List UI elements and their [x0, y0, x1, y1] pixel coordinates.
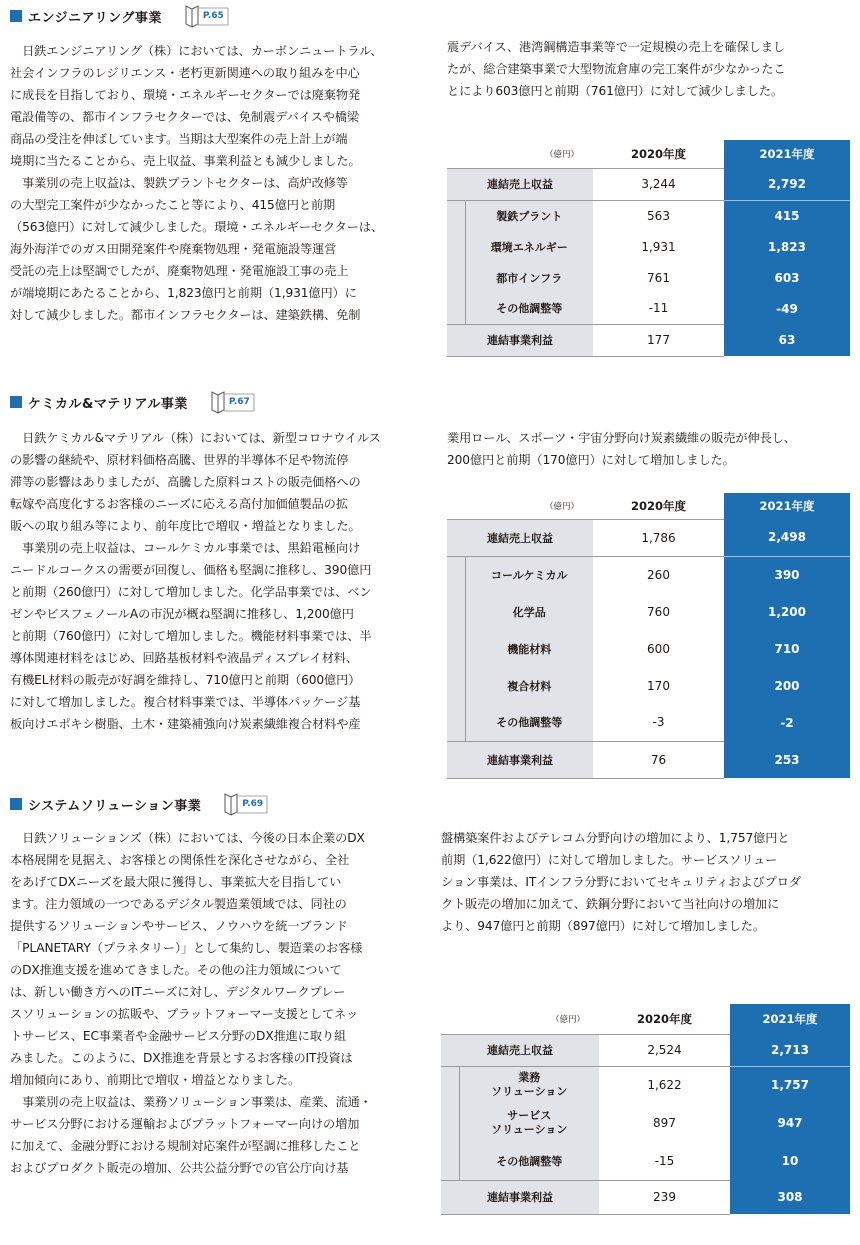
value-prev: 260 [647, 567, 670, 582]
body-text-left [10, 40, 383, 326]
text-line: スソリューションの拡販や、プラットフォーマー支援としてネッ [10, 1007, 359, 1021]
col-header-cur: 2021年度 [730, 1004, 850, 1034]
text-line: 社会インフラのレジリエンス・老朽更新関連への取り組みを中心 [10, 66, 360, 80]
text-line: 事業別の売上収益は、業務ソリューション事業は、産業、流通・ [10, 1095, 372, 1109]
value-cur: 947 [730, 1104, 850, 1142]
value-prev: -3 [652, 715, 665, 730]
text-line: 200億円と前期（170億円）に対して増加しました。 [447, 453, 735, 467]
row-label: その他調整等 [465, 704, 593, 741]
text-line: の影響の継続や、原材料価格高騰、世界的半導体不足や物流停 [10, 453, 349, 467]
text-line: 増加傾向にあり、前期比で増収・増益となりました。 [10, 1073, 301, 1087]
page-reference[interactable] [184, 4, 230, 28]
row-label: 都市インフラ [465, 262, 593, 293]
table-row [447, 593, 850, 630]
text-line: とにより603億円と前期（761億円）に対して減少しました。 [447, 84, 784, 98]
table-row [441, 1142, 850, 1180]
value-cur: 1,823 [724, 231, 850, 262]
text-line: 海外海洋でのガス田開発案件や廃棄物処理・発電施設等運営 [10, 242, 337, 256]
value-prev: 1,931 [641, 239, 676, 254]
value-prev: 897 [653, 1116, 676, 1130]
text-line: 日鉄ソリューションズ（株）においては、今後の日本企業のDX [10, 831, 365, 845]
body-text-right [447, 427, 796, 471]
text-line: 業用ロール、スポーツ・宇宙分野向け炭素繊維の販売が伸長し、 [447, 431, 796, 445]
value-prev: 760 [647, 604, 670, 619]
value-cur: -2 [724, 704, 850, 741]
section-title: エンジニアリング事業 [28, 10, 162, 26]
value-prev: 170 [647, 678, 670, 693]
row-label: 連結売上収益 [447, 168, 593, 200]
row-label-line2: ソリューション [491, 1085, 568, 1099]
financial-table [441, 1004, 850, 1215]
text-line: たが、総合建築事業で大型物流倉庫の完工案件が少なかったこ [447, 62, 786, 76]
text-line: 商品の受注を伸ばしています。当期は大型案件の売上計上が端 [10, 132, 348, 146]
row-label: その他調整等 [459, 1142, 599, 1180]
text-line: 事業別の売上収益は、製鉄プラントセクターは、高炉改修等 [10, 176, 348, 190]
value-prev: 177 [593, 324, 724, 356]
text-line: 事業別の売上収益は、コールケミカル事業では、黒鉛電極向け [10, 541, 361, 555]
section-marker-icon [10, 798, 22, 810]
section-header-chemical [10, 391, 256, 413]
value-cur: 603 [724, 262, 850, 293]
text-line: クト販売の増加に加えて、鉄鋼分野において当社向けの増加に [441, 897, 780, 911]
text-line: （563億円）に対して減少しました。環境・エネルギーセクターは、 [10, 220, 384, 234]
table-row [447, 667, 850, 704]
value-cur: 253 [724, 741, 850, 778]
text-line: 境期に当たることから、売上収益、事業利益とも減少しました。 [10, 154, 361, 168]
text-line: 提供するソリューションやサービス、ノウハウを統一ブランド [10, 919, 348, 933]
value-prev: 239 [599, 1180, 730, 1214]
col-header-cur: 2021年度 [724, 140, 850, 168]
text-line: 電設備等の、都市インフラセクターでは、免制震デバイスや橋梁 [10, 110, 359, 124]
value-prev: 1,786 [593, 519, 724, 556]
col-header-cur: 2021年度 [724, 493, 850, 519]
value-cur: 63 [724, 324, 850, 356]
text-line: みました。このように、DX推進を背景とするお客様のIT投資は [10, 1051, 353, 1065]
unit-label: （億円） [544, 501, 579, 512]
value-cur: 390 [724, 556, 850, 593]
text-line: 有機EL材料の販売が好調を維持し、710億円と前期（600億円） [10, 673, 361, 687]
row-label: 環境エネルギー [465, 231, 593, 262]
unit-label: （億円） [544, 149, 579, 160]
text-line: 前期（1,622億円）に対して増加しました。サービスソリュー [441, 853, 778, 867]
row-label-line2: ソリューション [491, 1123, 568, 1136]
page-ref-label: P.65 [202, 11, 224, 21]
section-marker-icon [10, 10, 22, 22]
row-label: 連結事業利益 [447, 741, 593, 778]
text-line: より、947億円と前期（897億円）に対して増加しました。 [441, 919, 765, 933]
text-line: 「PLANETARY（プラネタリー）」として集約し、製造業のお客様 [10, 941, 363, 955]
table-row-profit [447, 741, 850, 778]
table-row [447, 262, 850, 293]
table-row [441, 1104, 850, 1142]
value-prev: 1,622 [647, 1078, 682, 1093]
body-text-right [441, 827, 801, 937]
value-prev: 3,244 [593, 168, 724, 200]
text-line: をあげてDXニーズを最大限に獲得し、事業拡大を目指してい [10, 875, 342, 889]
table-row [447, 200, 850, 231]
text-line: ション事業は、ITインフラ分野においてセキュリティおよびプロダ [441, 875, 801, 889]
text-line: 日鉄エンジニアリング（株）においては、カーボンニュートラル、 [10, 44, 383, 58]
value-cur: 2,498 [724, 519, 850, 556]
page-ref-label: P.69 [242, 799, 264, 809]
table-row [447, 556, 850, 593]
row-label: 連結売上収益 [441, 1034, 599, 1066]
section-title: ケミカル&マテリアル事業 [28, 396, 188, 412]
text-line: 日鉄ケミカル&マテリアル（株）においては、新型コロナウイルス [10, 431, 381, 445]
value-prev: 76 [593, 741, 724, 778]
section-header-engineering [10, 5, 230, 27]
value-cur: 710 [724, 630, 850, 667]
row-label-line1: 業務 [518, 1071, 541, 1085]
section-marker-icon [10, 396, 22, 408]
text-line: に成長を目指しており、環境・エネルギーセクターでは廃棄物発 [10, 88, 361, 102]
value-cur: -49 [724, 293, 850, 324]
value-prev: 563 [647, 208, 670, 223]
row-label: 機能材料 [465, 630, 593, 667]
text-line: 震デバイス、港湾鋼構造事業等で一定規模の売上を確保しまし [447, 40, 785, 54]
text-line: と前期（760億円）に対して増加しました。機能材料事業では、半 [10, 629, 372, 643]
text-line: 盤構築案件およびテレコム分野向けの増加により、1,757億円と [441, 831, 790, 845]
value-prev: 2,524 [599, 1034, 730, 1066]
text-line: 販への取り組み等により、前年度比で増収・増益となりました。 [10, 519, 361, 533]
value-cur: 415 [724, 200, 850, 231]
row-label: 連結事業利益 [447, 324, 593, 356]
col-header-prev: 2020年度 [593, 493, 724, 519]
value-cur: 1,757 [730, 1066, 850, 1104]
text-line: が端境期にあたることから、1,823億円と前期（1,931億円）に [10, 286, 357, 300]
text-line: 板向けエポキシ樹脂、土木・建築補強向け炭素繊維複合材料や産 [10, 717, 361, 731]
row-label: 化学品 [465, 593, 593, 630]
value-prev: 761 [647, 270, 670, 285]
row-label [459, 1066, 599, 1104]
table-row [447, 293, 850, 324]
col-header-prev: 2020年度 [599, 1004, 730, 1034]
row-label: その他調整等 [465, 293, 593, 324]
text-line: 転嫁や高度化するお客様のニーズに応える高付加価値製品の拡 [10, 497, 348, 511]
table-row-revenue [447, 519, 850, 556]
value-cur: 2,792 [724, 168, 850, 200]
unit-label: （億円） [550, 1014, 585, 1025]
row-label [459, 1104, 599, 1142]
text-line: のDX推進支援を進めてきました。その他の注力領域について [10, 963, 342, 977]
row-label: 製鉄プラント [465, 200, 593, 231]
value-cur: 200 [724, 667, 850, 704]
row-label: コールケミカル [465, 556, 593, 593]
value-cur: 2,713 [730, 1034, 850, 1066]
col-header-prev: 2020年度 [593, 140, 724, 168]
value-prev: 600 [647, 641, 670, 656]
financial-table [447, 493, 850, 779]
table-row-revenue [447, 168, 850, 200]
row-label: 複合材料 [465, 667, 593, 704]
text-line: ます。注力領域の一つであるデジタル製造業領域では、同社の [10, 897, 347, 911]
text-line: と前期（260億円）に対して増加しました。化学品事業では、ベン [10, 585, 372, 599]
text-line: およびプロダクト販売の増加、公共公益分野での官公庁向け基 [10, 1161, 349, 1175]
body-text-left [10, 427, 381, 735]
text-line: 滞等の影響はありましたが、高騰した原料コストの販売価格への [10, 475, 361, 489]
text-line: トサービス、EC事業者や金融サービス分野のDX推進に取り組 [10, 1029, 347, 1043]
text-line: サービス分野における運輸およびプラットフォーマー向けの増加 [10, 1117, 360, 1131]
row-label: 連結売上収益 [447, 519, 593, 556]
value-cur: 1,200 [724, 593, 850, 630]
text-line: の大型完工案件が少なかったこと等により、415億円と前期 [10, 198, 336, 212]
value-cur: 10 [730, 1142, 850, 1180]
table-row [447, 704, 850, 741]
section-title: システムソリューション事業 [28, 798, 202, 814]
table-row [447, 231, 850, 262]
table-row-profit [447, 324, 850, 356]
body-text-left [10, 827, 372, 1179]
table-row [447, 630, 850, 667]
row-label: 連結事業利益 [441, 1180, 599, 1214]
value-prev: -11 [648, 301, 669, 316]
body-text-right [447, 36, 785, 102]
text-line: は、新しい働き方へのITニーズに対し、デジタルワークプレー [10, 985, 346, 999]
text-line: ニードルコークスの需要が回復し、価格も堅調に推移し、390億円 [10, 563, 372, 577]
text-line: 対して減少しました。都市インフラセクターは、建築鉄構、免制 [10, 308, 361, 322]
page-reference[interactable] [223, 792, 269, 816]
page-ref-label: P.67 [228, 397, 250, 407]
financial-table [447, 140, 850, 357]
value-cur: 308 [730, 1180, 850, 1214]
row-label-line1: サービス [507, 1109, 552, 1122]
table-row-revenue [441, 1034, 850, 1066]
table-row-profit [441, 1180, 850, 1214]
section-header-system-solution [10, 793, 269, 815]
text-line: に対して増加しました。複合材料事業では、半導体パッケージ基 [10, 695, 361, 709]
text-line: 本格展開を見据え、お客様との関係性を深化させながら、全社 [10, 853, 350, 867]
page-reference[interactable] [210, 390, 256, 414]
text-line: に加えて、金融分野における規制対応案件が堅調に推移したこと [10, 1139, 361, 1153]
table-row [441, 1066, 850, 1104]
text-line: ゼンやビスフェノールAの市況が概ね堅調に推移し、1,200億円 [10, 607, 354, 621]
value-prev: -15 [654, 1153, 675, 1168]
text-line: 導体関連材料をはじめ、回路基板材料や液晶ディスプレイ材料、 [10, 651, 358, 665]
text-line: 受託の売上は堅調でしたが、廃棄物処理・発電施設工事の売上 [10, 264, 349, 278]
